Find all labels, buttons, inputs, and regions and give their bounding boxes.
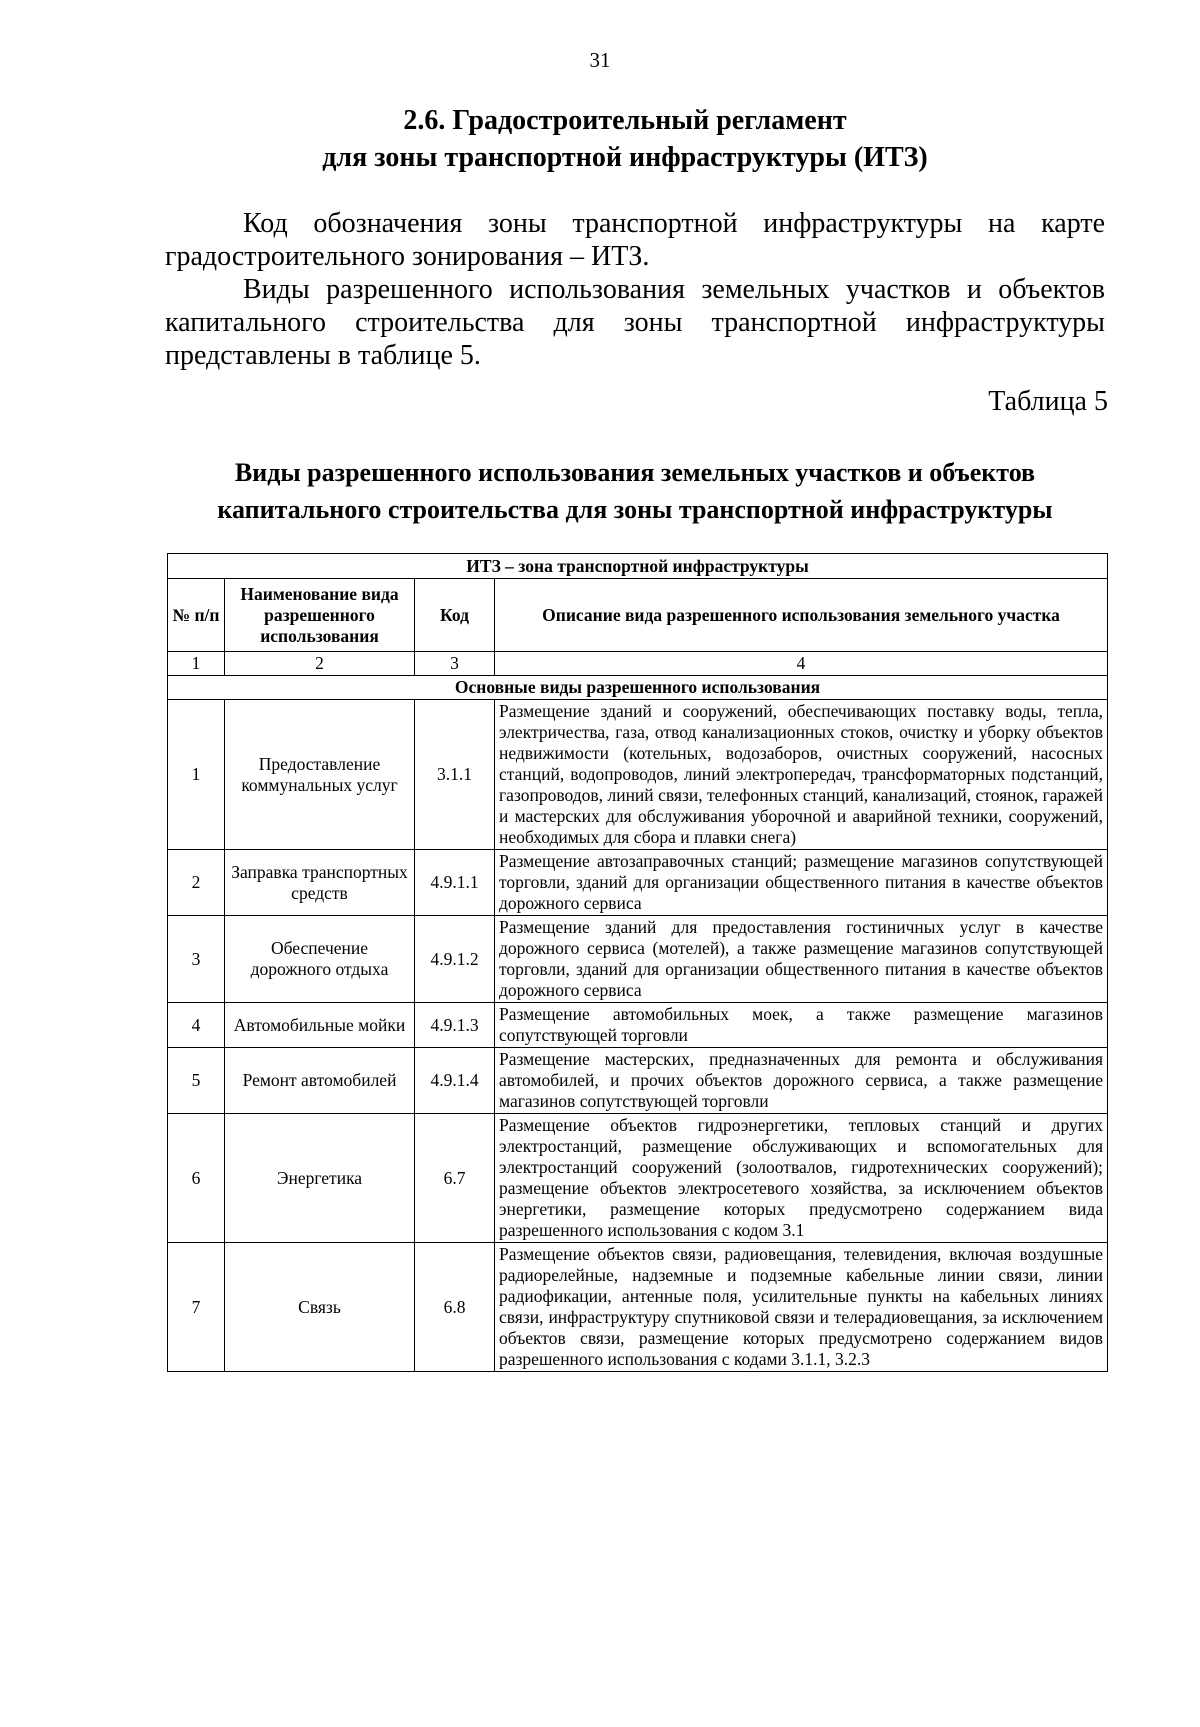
column-number-row bbox=[168, 652, 1108, 676]
row-code: 4.9.1.1 bbox=[415, 850, 495, 916]
row-description: Размещение автомобильных моек, а также размещение магазинов сопутствующей торговли bbox=[495, 1003, 1108, 1048]
paragraph: Виды разрешенного использования земельных участков и объектов капитального строительства для зоны транспортной инфраструктуры представлены в таблице 5. bbox=[165, 274, 1105, 371]
row-use-name: Заправка транспортных средств bbox=[225, 850, 415, 916]
table-row bbox=[168, 850, 1108, 916]
table-heading-line-2: капитального строительства для зоны транспортной инфраструктуры bbox=[217, 495, 1053, 524]
row-code: 4.9.1.3 bbox=[415, 1003, 495, 1048]
column-header-description: Описание вида разрешенного использования земельного участка bbox=[495, 579, 1108, 652]
group-header-row bbox=[168, 676, 1108, 700]
table-row bbox=[168, 1048, 1108, 1114]
column-header-row bbox=[168, 579, 1108, 652]
row-number: 1 bbox=[168, 700, 225, 850]
row-description: Размещение мастерских, предназначенных для ремонта и обслуживания автомобилей, и прочих объектов дорожного сервиса, а также размещение магазинов сопутствующей торговли bbox=[495, 1048, 1108, 1114]
row-use-name: Связь bbox=[225, 1243, 415, 1372]
row-number: 3 bbox=[168, 916, 225, 1003]
row-code: 6.7 bbox=[415, 1114, 495, 1243]
row-description: Размещение зданий и сооружений, обеспечивающих поставку воды, тепла, электричества, газа, отвод канализационных стоков, очистку и уборку объектов недвижимости (котельных, водозаборов, очистных сооружений, насосных станций, водопроводов, линий электропередач, трансформаторных подстанций, газопроводов, линий связи, телефонных станций, канализаций, стоянок, гаражей и мастерских для обслуживания уборочной и аварийной техники, сооружений, необходимых для сбора и плавки снега) bbox=[495, 700, 1108, 850]
table-row bbox=[168, 1243, 1108, 1372]
section-title-line-2: для зоны транспортной инфраструктуры (ИТЗ) bbox=[322, 142, 928, 173]
row-number: 6 bbox=[168, 1114, 225, 1243]
table-row bbox=[168, 1114, 1108, 1243]
column-number: 3 bbox=[415, 652, 495, 676]
row-code: 4.9.1.4 bbox=[415, 1048, 495, 1114]
row-description: Размещение автозаправочных станций; размещение магазинов сопутствующей торговли, зданий для организации общественного питания в качестве объектов дорожного сервиса bbox=[495, 850, 1108, 916]
land-use-table bbox=[167, 553, 1108, 1372]
table-heading-line-1: Виды разрешенного использования земельных участков и объектов bbox=[234, 458, 1036, 487]
table-caption: Таблица 5 bbox=[988, 386, 1108, 417]
table-row bbox=[168, 1003, 1108, 1048]
paragraph: Код обозначения зоны транспортной инфраструктуры на карте градостроительного зонирования – ИТЗ. bbox=[165, 208, 1105, 272]
row-use-name: Энергетика bbox=[225, 1114, 415, 1243]
row-code: 6.8 bbox=[415, 1243, 495, 1372]
group-header: Основные виды разрешенного использования bbox=[168, 676, 1108, 700]
column-number: 4 bbox=[495, 652, 1108, 676]
zone-header-row bbox=[168, 554, 1108, 579]
row-code: 4.9.1.2 bbox=[415, 916, 495, 1003]
row-use-name: Автомобильные мойки bbox=[225, 1003, 415, 1048]
row-number: 7 bbox=[168, 1243, 225, 1372]
row-number: 4 bbox=[168, 1003, 225, 1048]
column-header-name: Наименование вида разрешенного использования bbox=[225, 579, 415, 652]
column-number: 1 bbox=[168, 652, 225, 676]
table-heading bbox=[160, 454, 1110, 528]
row-description: Размещение зданий для предоставления гостиничных услуг в качестве дорожного сервиса (мотелей), а также размещение магазинов сопутствующей торговли, зданий для организации общественного питания в качестве объектов дорожного сервиса bbox=[495, 916, 1108, 1003]
section-title bbox=[150, 102, 1100, 176]
table-row bbox=[168, 700, 1108, 850]
row-use-name: Обеспечение дорожного отдыха bbox=[225, 916, 415, 1003]
page-number: 31 bbox=[589, 48, 611, 72]
row-use-name: Предоставление коммунальных услуг bbox=[225, 700, 415, 850]
row-code: 3.1.1 bbox=[415, 700, 495, 850]
row-use-name: Ремонт автомобилей bbox=[225, 1048, 415, 1114]
column-header-number: № п/п bbox=[168, 579, 225, 652]
table-row bbox=[168, 916, 1108, 1003]
row-description: Размещение объектов гидроэнергетики, тепловых станций и других электростанций, размещение обслуживающих и вспомогательных для электростанций сооружений (золоотвалов, гидротехнических сооружений); размещение объектов электросетевого хозяйства, за исключением объектов энергетики, размещение которых предусмотрено содержанием вида разрешенного использования с кодом 3.1 bbox=[495, 1114, 1108, 1243]
row-description: Размещение объектов связи, радиовещания, телевидения, включая воздушные радиорелейные, надземные и подземные кабельные линии связи, линии радиофикации, антенные поля, усилительные пункты на кабельных линиях связи, инфраструктуру спутниковой связи и телерадиовещания, за исключением объектов связи, размещение которых предусмотрено содержанием видов разрешенного использования с кодами 3.1.1, 3.2.3 bbox=[495, 1243, 1108, 1372]
row-number: 2 bbox=[168, 850, 225, 916]
body-text bbox=[165, 207, 1105, 372]
row-number: 5 bbox=[168, 1048, 225, 1114]
zone-header: ИТЗ – зона транспортной инфраструктуры bbox=[168, 554, 1108, 579]
column-header-code: Код bbox=[415, 579, 495, 652]
column-number: 2 bbox=[225, 652, 415, 676]
section-title-line-1: 2.6. Градостроительный регламент bbox=[403, 105, 847, 136]
